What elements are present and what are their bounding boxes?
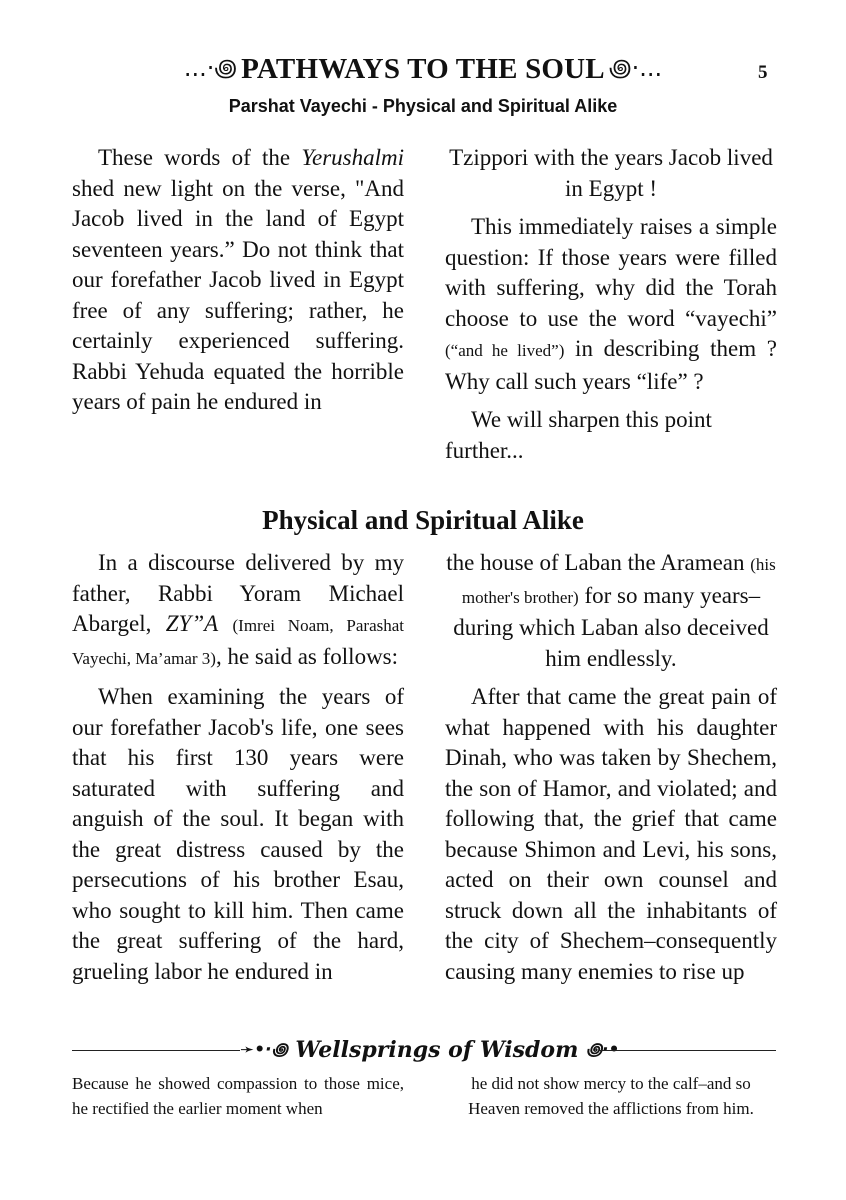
source-citation: (Imrei Noam, Parashat Vayechi, Ma’amar 3) <box>72 616 404 668</box>
text-run: These words of the <box>98 145 302 170</box>
intro-right-column <box>445 143 777 466</box>
discourse-intro-paragraph <box>72 548 404 674</box>
chapter-subtitle: Parshat Vayechi - Physical and Spiritual Alike <box>228 96 618 116</box>
text-run: in describing them ? Why call such years “life” ? <box>445 336 777 394</box>
section-heading: Physical and Spiritual Alike <box>262 505 584 535</box>
discourse-paragraph-continued <box>445 548 777 674</box>
intro-question-paragraph <box>445 212 777 397</box>
running-header <box>0 50 846 90</box>
footer-rule-left <box>72 1050 240 1051</box>
page-number: 5 <box>758 62 768 83</box>
header-title: PATHWAYS TO THE SOUL <box>241 53 605 85</box>
ornament-left-icon: ...·꩜ <box>183 54 238 82</box>
footer-text-left: Because he showed compassion to those mice, he rectified the earlier moment when <box>72 1074 404 1118</box>
discourse-paragraph: After that came the great pain of what happened with his daughter Dinah, who was taken by Shechem, the son of Hamor, and violated; and following that, the grief that came because Shimon and Levi, his sons, acted on their own counsel and struck down all the inhabitants of the city of Shechem–consequently causing many enemies to rise up <box>445 684 777 984</box>
honorific: ZY”A <box>165 611 219 636</box>
section-left-column <box>72 548 404 987</box>
section-right-column <box>445 548 777 987</box>
footer-text-right: he did not show mercy to the calf–and so Heaven removed the afflictions from him. <box>468 1074 754 1118</box>
intro-paragraph-continued: Tzippori with the years Jacob lived in Egypt ! <box>449 145 773 201</box>
italic-term: Yerushalmi <box>301 145 404 170</box>
text-run: , he said as follows: <box>215 643 399 669</box>
discourse-paragraph: When examining the years of our forefather Jacob's life, one sees that his first 130 years were saturated with suffering and anguish of the soul. It began with the great distress caused by the persecutions of his brother Esau, who sought to kill him. Then came the great suffering of the hard, grueling labor he endured in <box>72 684 404 984</box>
parenthetical-note: (his mother's brother) <box>461 555 776 607</box>
footer-rule-right <box>598 1050 776 1051</box>
text-run: This immediately raises a simple question: If those years were filled with suffering, why did the Torah choose to use the word “vayechi” <box>445 214 777 331</box>
text-run <box>218 611 232 636</box>
translation-note: (“and he lived”) <box>445 341 565 360</box>
footer-ornament-left-icon: ➛•·꩜ <box>240 1040 288 1060</box>
footer-banner <box>240 1036 620 1063</box>
footer-ornament-right-icon: ꩜·• <box>586 1040 620 1060</box>
intro-closing-paragraph: We will sharpen this point further... <box>445 407 712 463</box>
text-run: shed new light on the verse, "And Jacob lived in the land of Egypt seventeen years.” Do not think that our forefather Jacob lived in Egypt free of any suffering; rather, he certainly experienced suffering. Rabbi Yehuda equated the horrible years of pain he endured in <box>72 175 404 414</box>
intro-left-column <box>72 143 404 418</box>
footer-title: Wellsprings of Wisdom <box>295 1037 579 1063</box>
text-run: In a discourse delivered by my father, Rabbi Yoram Michael Abargel, <box>72 550 404 636</box>
text-run: for so many years–during which Laban also deceived him endlessly. <box>453 582 769 671</box>
ornament-right-icon: ꩜·... <box>608 54 663 82</box>
intro-paragraph <box>72 143 404 418</box>
text-run: the house of Laban the Aramean <box>446 550 751 575</box>
